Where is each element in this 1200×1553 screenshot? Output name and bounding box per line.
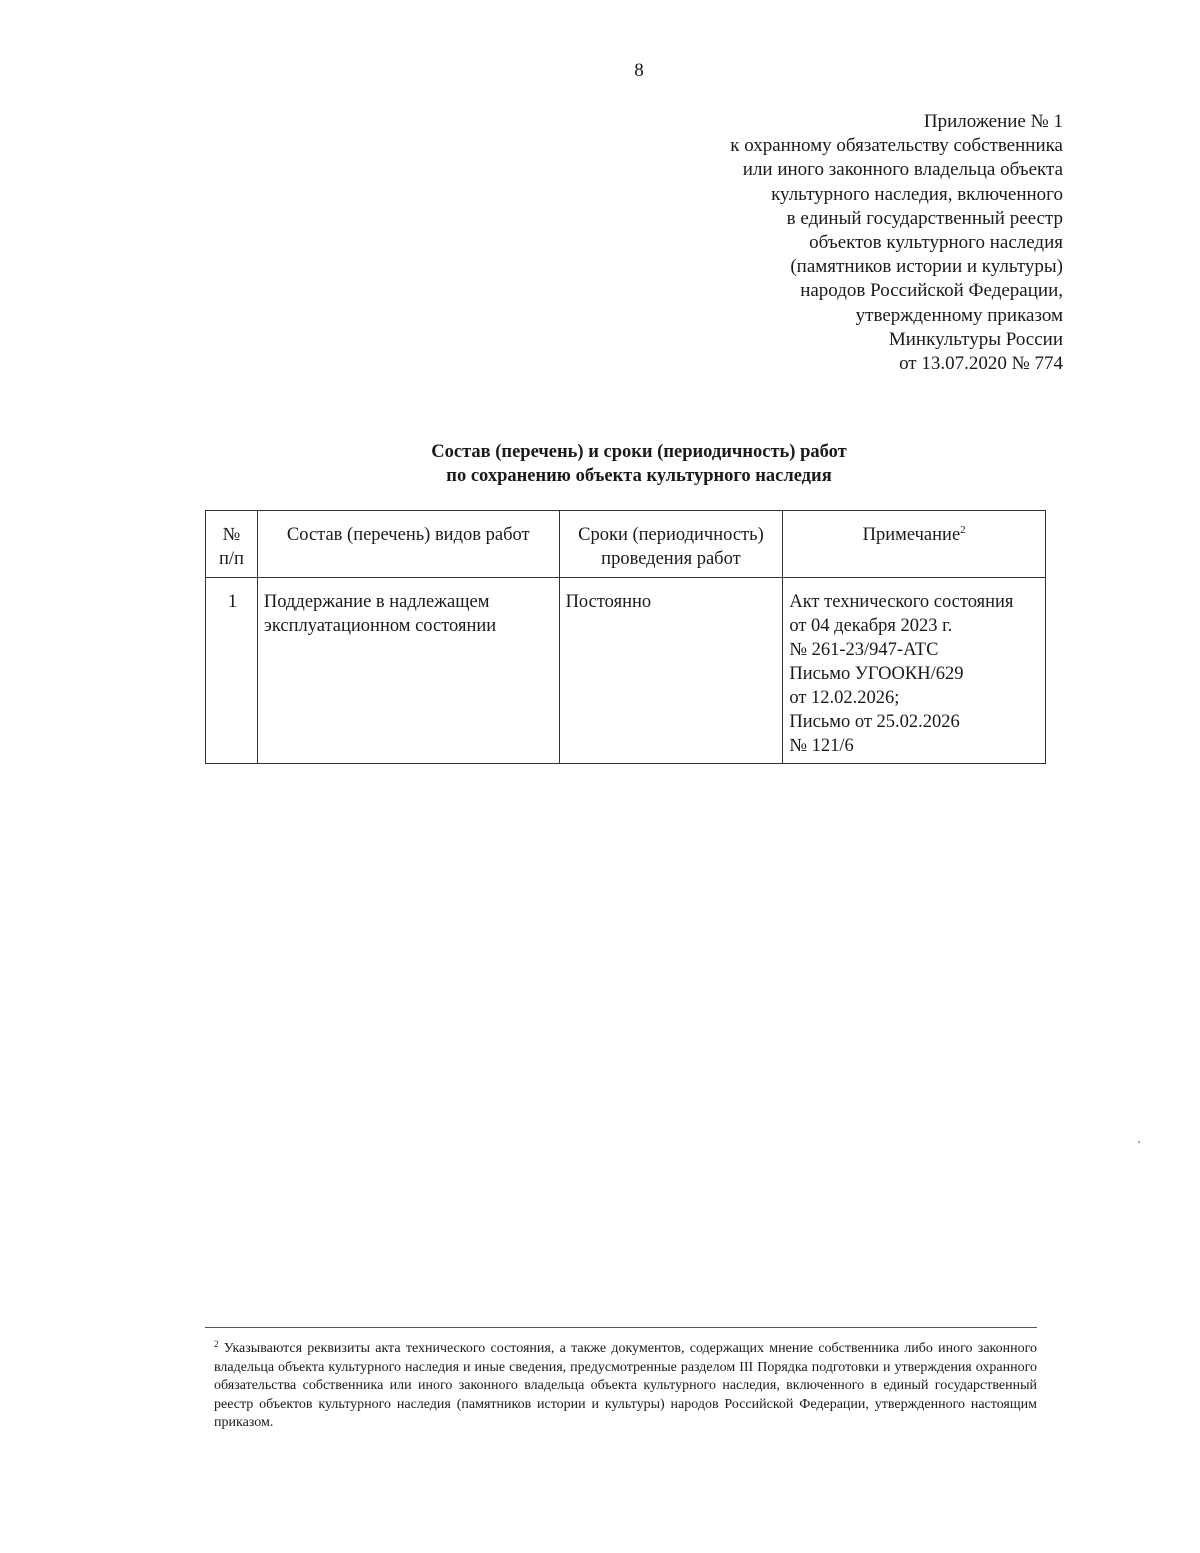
footnote-marker: 2: [214, 1339, 219, 1349]
cell-works: Поддержание в надлежащем эксплуатационном состоянии: [257, 578, 559, 764]
appendix-line: Приложение № 1: [923, 111, 1063, 132]
appendix-line: к охранному обязательству собственника: [730, 135, 1063, 157]
header-terms: Сроки (периодичность) проведения работ: [559, 511, 783, 578]
header-number: № п/п: [206, 511, 258, 578]
appendix-line: Минкультуры России: [888, 328, 1063, 350]
footnote-divider: [205, 1327, 1037, 1328]
appendix-line: от 13.07.2020 № 774: [899, 353, 1063, 375]
appendix-line: народов Российской Федерации,: [800, 280, 1063, 302]
cell-note: Акт технического состояния от 04 декабря 2023 г. № 261-23/947-АТС Письмо УГООКН/629 от 12.02.2026; Письмо от 25.02.2026 № 121/6: [783, 578, 1046, 764]
title-line-1: Состав (перечень) и сроки (периодичность) работ: [431, 442, 847, 462]
table-row: [206, 578, 1046, 764]
page-number: 8: [634, 60, 644, 81]
scan-artifact: [1138, 1141, 1140, 1143]
footnote: [214, 1340, 1037, 1433]
appendix-line: в единый государственный реестр: [786, 207, 1063, 229]
cell-terms: Постоянно: [559, 578, 783, 764]
table-header-row: [206, 511, 1046, 578]
appendix-line: утвержденному приказом: [855, 304, 1063, 326]
title-line-2: по сохранению объекта культурного наследия: [446, 466, 832, 486]
appendix-line: или иного законного владельца объекта: [742, 159, 1063, 181]
header-note: Примечание$^2$: [783, 511, 1046, 578]
appendix-header: [730, 110, 1063, 376]
appendix-line: (памятников истории и культуры): [790, 256, 1063, 278]
cell-number: 1: [206, 578, 258, 764]
document-title: [0, 440, 1200, 488]
header-works: Состав (перечень) видов работ: [257, 511, 559, 578]
works-table: [205, 510, 1046, 764]
appendix-line: объектов культурного наследия: [809, 232, 1063, 254]
footnote-ref: 2: [960, 524, 966, 536]
appendix-line: культурного наследия, включенного: [771, 183, 1063, 205]
footnote-text: Указываются реквизиты акта технического состояния, а также документов, содержащих мнение собственника либо иного законного владельца объекта культурного наследия и иные сведения, предусмотренные разделом III Порядка подготовки и утверждения охранного обязательства собственника или иного законного владельца объекта культурного наследия, включенного в единый государственный реестр объектов культурного наследия (памятников истории и культуры) народов Российской Федерации, утвержденного настоящим приказом.: [214, 1341, 1038, 1430]
